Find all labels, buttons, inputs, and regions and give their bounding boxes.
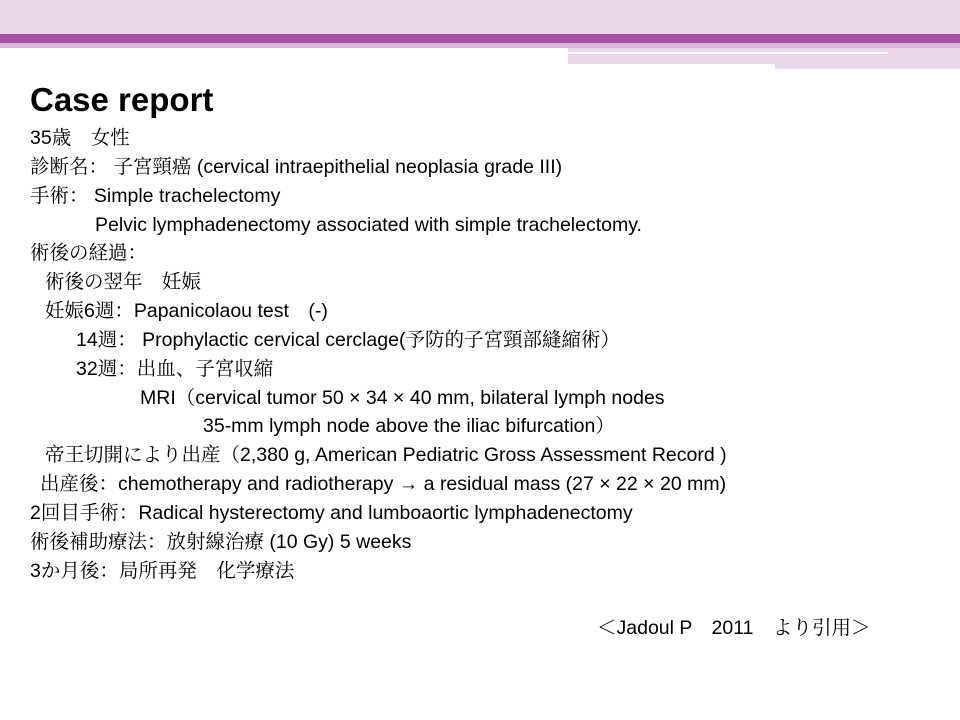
- case-line-week14: 14週： Prophylactic cervical cerclage(予防的子宮頸部縫縮術）: [76, 329, 620, 351]
- case-line-postpartum: 出産後：chemotherapy and radiotherapy → a residual mass (27 × 22 × 20 mm): [40, 473, 727, 495]
- case-line-surgery-detail: Pelvic lymphadenectomy associated with simple trachelectomy.: [95, 214, 642, 236]
- citation: ＜Jadoul P 2011 より引用＞: [597, 617, 871, 639]
- case-line-diagnosis: 診断名： 子宮頸癌 (cervical intraepithelial neoplasia grade III): [30, 156, 563, 178]
- slide-title: Case report: [30, 81, 214, 118]
- header-band-accent: [0, 34, 960, 43]
- case-line-mri-detail: 35-mm lymph node above the iliac bifurcation）: [203, 415, 615, 437]
- header-band-light: [0, 0, 960, 34]
- case-line-adjuvant: 術後補助療法：放射線治療 (10 Gy) 5 weeks: [30, 531, 412, 553]
- header-tab-decoration-small: [775, 64, 960, 69]
- case-line-second-surgery: 2回目手術：Radical hysterectomy and lumboaortic lymphadenectomy: [30, 502, 633, 524]
- case-line-surgery: 手術： Simple trachelectomy: [30, 185, 281, 207]
- case-line-recurrence: 3か月後：局所再発 化学療法: [30, 560, 295, 582]
- case-line-mri: MRI（cervical tumor 50 × 34 × 40 mm, bilateral lymph nodes: [140, 387, 665, 409]
- case-line-week6: 妊娠6週：Papanicolaou test (-): [45, 300, 328, 322]
- case-line-postop-course: 術後の経過：: [30, 242, 148, 264]
- case-line-age-sex: 35歳 女性: [30, 127, 130, 149]
- header-tab-decoration: [568, 48, 960, 64]
- case-line-cesarean: 帝王切開により出産（2,380 g, American Pediatric Gross Assessment Record ): [45, 444, 727, 466]
- header-tab-line: [568, 52, 888, 54]
- case-line-week32: 32週：出血、子宮収縮: [76, 358, 274, 380]
- case-line-pregnancy: 術後の翌年 妊娠: [45, 271, 202, 293]
